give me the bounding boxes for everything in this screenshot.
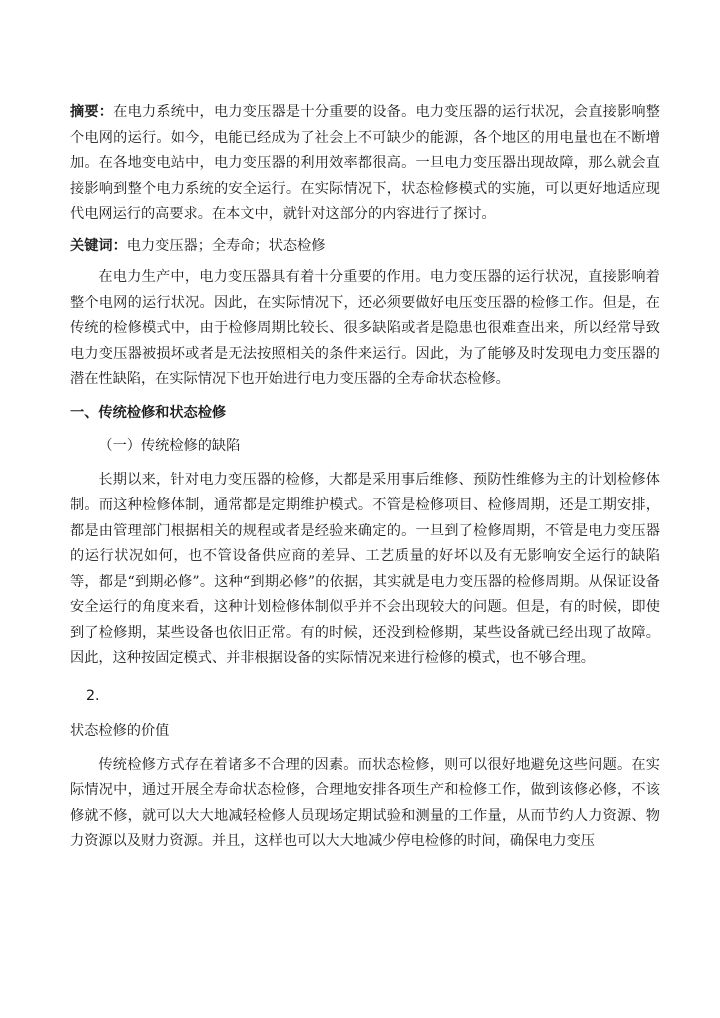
section1-heading: 一、传统检修和状态检修	[70, 404, 227, 421]
subsection2-paragraph: 传统检修方式存在着诸多不合理的因素。而状态检修，则可以很好地避免这些问题。在实际情况中，通过开展全寿命状态检修，合理地安排各项生产和检修工作，做到该修必修，不该修就不修，就可以大大地减轻检修人员现场定期试验和测量的工作量，从而节约人力资源、物力资源以及财力资源。并且，这样也可以大大地减少停电检修的时间，确保电力变压	[70, 756, 660, 849]
keywords-paragraph	[70, 234, 660, 260]
abstract-paragraph	[70, 100, 660, 228]
subsection1-paragraph: 长期以来，针对电力变压器的检修，大都是采用事后维修、预防性维修为主的计划检修体制。而这种检修体制，通常都是定期维护模式。不管是检修项目、检修周期，还是工期安排，都是由管理部门根据相关的规程或者是经验来确定的。一旦到了检修周期，不管是电力变压器的运行状况如何，也不管设备供应商的差异、工艺质量的好坏以及有无影响安全运行的缺陷等，都是“到期必修”。这种“到期必修”的依据，其实就是电力变压器的检修周期。从保证设备安全运行的角度来看，这种计划检修体制似乎并不会出现较大的问题。但是，有的时候，即使到了检修期，某些设备也依旧正常。有的时候，还没到检修期，某些设备就已经出现了故障。因此，这种按固定模式、并非根据设备的实际情况来进行检修的模式，也不够合理。	[70, 471, 660, 666]
document-body	[70, 100, 660, 855]
abstract-text: 在电力系统中，电力变压器是十分重要的设备。电力变压器的运行状况，会直接影响整个电网的运行。如今，电能已经成为了社会上不可缺少的能源，各个地区的用电量也在不断增加。在各地变电站中，电力变压器的利用效率都很高。一旦电力变压器出现故障，那么就会直接影响到整个电力系统的安全运行。在实际情况下，状态检修模式的实施，可以更好地适应现代电网运行的高要求。在本文中，就针对这部分的内容进行了探讨。	[70, 104, 660, 222]
keywords-text: 电力变压器；全寿命；状态检修	[126, 237, 326, 254]
keywords-label: 关键词：	[70, 237, 127, 254]
abstract-label: 摘要：	[70, 104, 114, 120]
intro-paragraph: 在电力生产中，电力变压器具有着十分重要的作用。电力变压器的运行状况，直接影响着整个电网的运行状况。因此，在实际情况下，还必须要做好电压变压器的检修工作。但是，在传统的检修模式中，由于检修周期比较长、很多缺陷或者是隐患也很难查出来，所以经常导致电力变压器被损坏或者是无法按照相关的条件来运行。因此，为了能够及时发现电力变压器的潜在性缺陷，在实际情况下也开始进行电力变压器的全寿命状态检修。	[70, 269, 660, 387]
list-number: 2.	[86, 687, 100, 704]
subsection2-heading: 状态检修的价值	[70, 723, 170, 739]
subsection1-heading: （一）传统检修的缺陷	[98, 438, 241, 454]
